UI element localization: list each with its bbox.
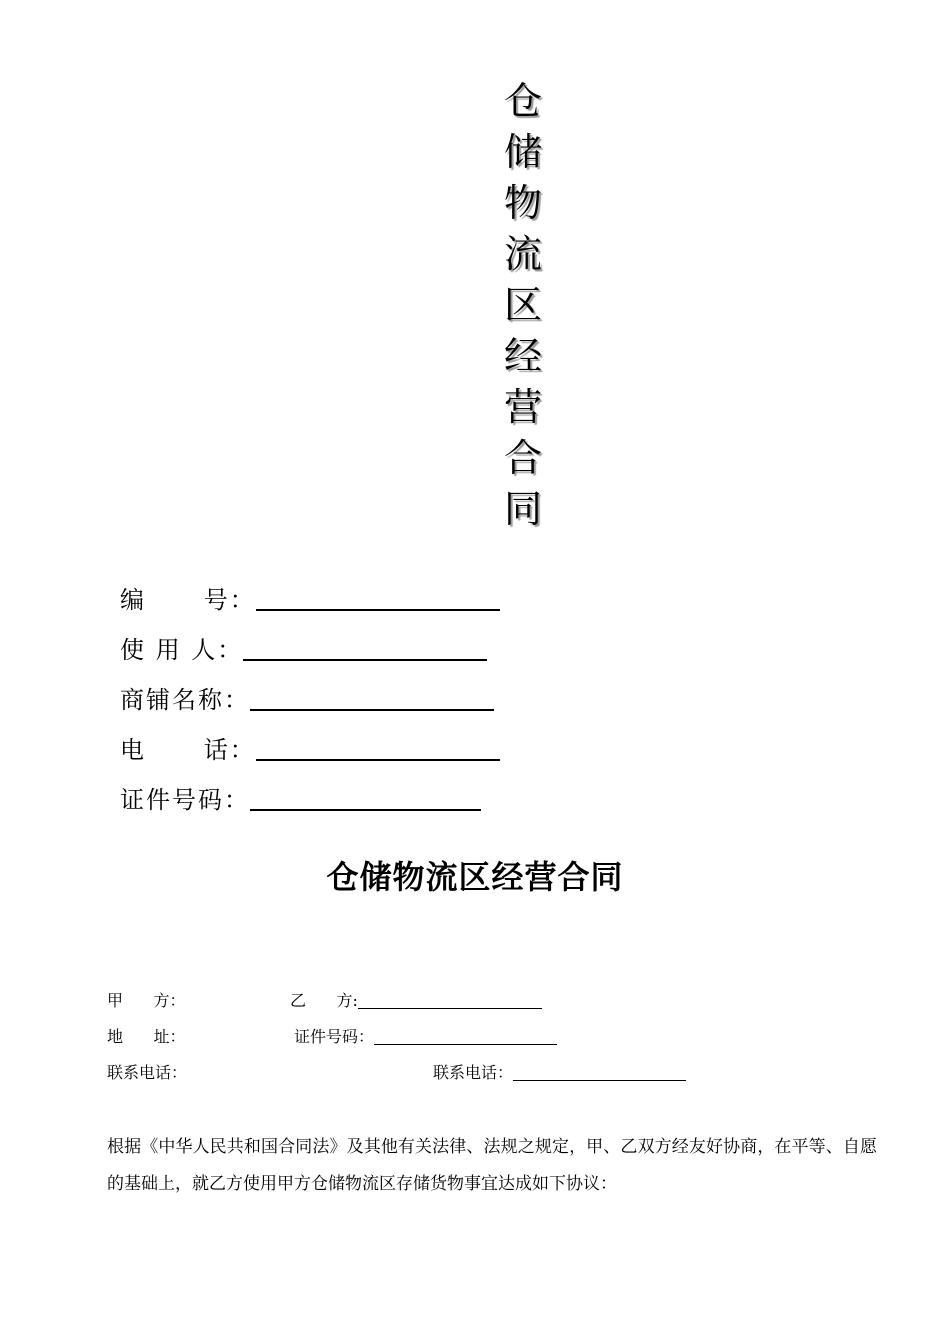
cover-field-phone <box>120 733 500 765</box>
title-char: 营 <box>503 385 542 429</box>
title-char: 流 <box>503 232 542 276</box>
title-char: 合 <box>503 436 542 480</box>
blank-line <box>358 1008 542 1009</box>
party-b-label: 乙 方: <box>290 991 358 1010</box>
cover-field-label: 商铺名称： <box>120 686 250 714</box>
cover-vertical-title <box>496 76 550 535</box>
party-a-phone-label: 联系电话： <box>107 1063 188 1082</box>
cover-field-label: 电 话： <box>120 736 256 764</box>
blank-line <box>256 759 500 761</box>
title-char: 储 <box>503 130 542 174</box>
party-b-id-field <box>294 1027 557 1047</box>
blank-line <box>256 609 500 611</box>
party-b-phone-label: 联系电话： <box>433 1063 514 1082</box>
blank-line <box>374 1044 557 1045</box>
cover-field-label: 证件号码： <box>120 786 250 814</box>
contract-title: 仓储物流区经营合同 <box>326 858 624 896</box>
cover-field-number <box>120 583 500 615</box>
party-b-id-label: 证件号码： <box>294 1027 375 1046</box>
blank-line <box>250 809 481 811</box>
title-char: 物 <box>503 181 542 225</box>
cover-field-label: 使 用 人： <box>120 636 244 664</box>
title-char: 区 <box>503 283 542 327</box>
cover-field-id-number <box>120 783 481 815</box>
title-char: 经 <box>503 334 542 378</box>
cover-field-user <box>120 633 487 665</box>
blank-line <box>513 1080 686 1081</box>
party-b-field <box>290 991 542 1011</box>
party-b-phone-field <box>433 1063 686 1083</box>
cover-field-shop-name <box>120 683 494 715</box>
party-a-label: 甲 方： <box>107 991 186 1010</box>
title-char: 同 <box>503 487 542 531</box>
party-a-address-label: 地 址： <box>107 1027 186 1046</box>
blank-line <box>250 709 494 711</box>
blank-line <box>243 659 487 661</box>
title-char: 仓 <box>503 79 542 123</box>
cover-field-label: 编 号： <box>120 586 256 614</box>
intro-paragraph: 根据《中华人民共和国合同法》及其他有关法律、法规之规定，甲、乙双方经友好协商，在平等、自愿的基础上，就乙方使用甲方仓储物流区存储货物事宜达成如下协议： <box>107 1137 877 1194</box>
